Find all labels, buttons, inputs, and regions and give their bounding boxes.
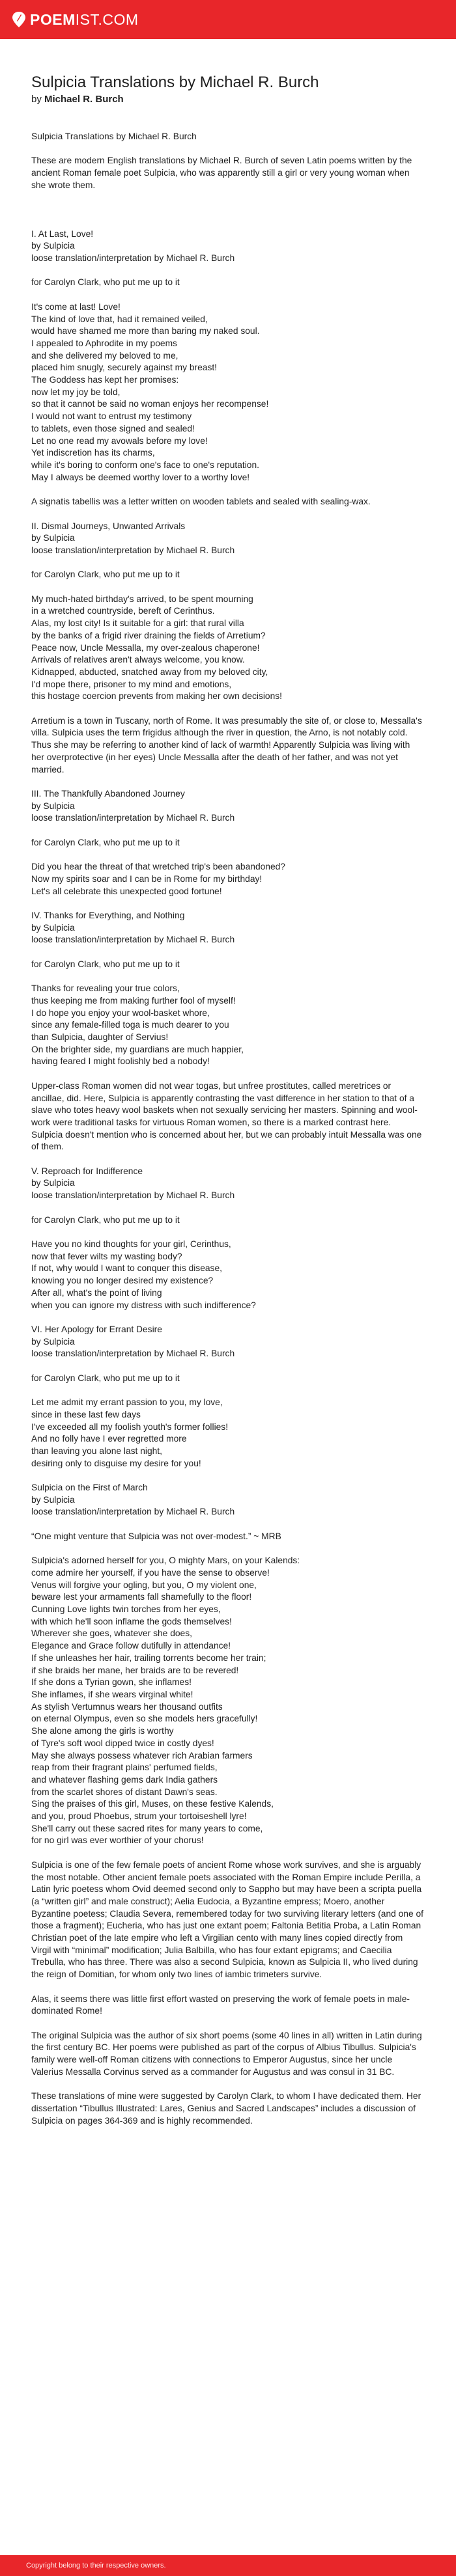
- byline: [31, 94, 425, 105]
- quill-pin-icon: [12, 11, 26, 28]
- page-title: Sulpicia Translations by Michael R. Burch: [31, 74, 319, 91]
- copyright-text: Copyright belong to their respective owners.: [26, 2562, 166, 2569]
- site-footer: [0, 2555, 456, 2576]
- poem-article: [31, 73, 425, 2127]
- byline-prefix: by: [31, 94, 45, 105]
- site-header: [0, 0, 456, 39]
- logo-text-bold: POEM: [30, 10, 76, 28]
- logo-text-light: IST.COM: [75, 10, 139, 28]
- author-link[interactable]: Michael R. Burch: [44, 94, 124, 105]
- poem-body: Sulpicia Translations by Michael R. Burch These are modern English translations by Michael R. Burch of seven Latin poems written by the ancient Roman female poet Sulpicia, who was apparently still a girl or very young woman when she wrote them. I. At Last, Love! by Sulpicia loose translation/interpretation by Michael R. Burch for Carolyn Clark, who put me up to it It's come at last! Love! The kind of love that, had it remained veiled, would have shamed me more than baring my naked soul. I appealed to Aphrodite in my poems and she delivered my beloved to me, placed him snugly, securely against my breast! The Goddess has kept her promises: now let my joy be told, so that it cannot be said no woman enjoys her recompense! I would not want to entrust my testimony to tablets, even those signed and sealed! Let no one read my avowals before my love! Yet indiscretion has its charms, while it's boring to conform one's face to one's reputation. May I always be deemed worthy lover to a worthy love! A signatis tabellis was a letter written on wooden tablets and sealed with sealing-wax. II. Dismal Journeys, Unwanted Arrivals by Sulpicia loose translation/interpretation by Michael R. Burch for Carolyn Clark, who put me up to it My much-hated birthday's arrived, to be spent mourning in a wretched countryside, bereft of Cerinthus. Alas, my lost city! Is it suitable for a girl: that rural villa by the banks of a frigid river draining the fields of Arretium? Peace now, Uncle Messalla, my over-zealous chaperone! Arrivals of relatives aren't always welcome, you know. Kidnapped, abducted, snatched away from my beloved city, I'd mope there, prisoner to my mind and emotions, this hostage coercion prevents from making her own decisions! Arretium is a town in Tuscany, north of Rome. It was presumably the site of, or close to, Messalla's villa. Sulpicia uses the term frigidus although the river in question, the Arno, is not notably cold. Thus she may be referring to another kind of lack of warmth! Apparently Sulpicia was living with her overprotective (in her eyes) Uncle Messalla after the death of her father, and was not yet married. III. The Thankfully Abandoned Journey by Sulpicia loose translation/interpretation by Michael R. Burch for Carolyn Clark, who put me up to it Did you hear the threat of that wretched trip's been abandoned? Now my spirits soar and I can be in Rome for my birthday! Let's all celebrate this unexpected good fortune! IV. Thanks for Everything, and Nothing by Sulpicia loose translation/interpretation by Michael R. Burch for Carolyn Clark, who put me up to it Thanks for revealing your true colors, thus keeping me from making further fool of myself! I do hope you enjoy your wool-basket whore, since any female-filled toga is much dearer to you than Sulpicia, daughter of Servius! On the brighter side, my guardians are much happier, having feared I might foolishly bed a nobody! Upper-class Roman women did not wear togas, but unfree prostitutes, called meretrices or ancillae, did. Here, Sulpicia is apparently contrasting the vast difference in her station to that of a slave who totes heavy wool baskets when not sexually servicing her masters. Spinning and wool-work were traditional tasks for virtuous Roman women, so there is a marked contrast here. Sulpicia doesn't mention who is concerned about her, but we can probably intuit Messalla was one of them. V. Reproach for Indifference by Sulpicia loose translation/interpretation by Michael R. Burch for Carolyn Clark, who put me up to it Have you no kind thoughts for your girl, Cerinthus, now that fever wilts my wasting body? If not, why would I want to conquer this disease, knowing you no longer desired my existence? After all, what's the point of living when you can ignore my distress with such indifference? VI. Her Apology for Errant Desire by Sulpicia loose translation/interpretation by Michael R. Burch for Carolyn Clark, who put me up to it Let me admit my errant passion to you, my love, since in these last few days I've exceeded all my foolish youth's former follies! And no folly have I ever regretted more than leaving you alone last night, desiring only to disguise my desire for you! Sulpicia on the First of March by Sulpicia loose translation/interpretation by Michael R. Burch “One might venture that Sulpicia was not over-modest.” ~ MRB Sulpicia's adorned herself for you, O mighty Mars, on your Kalends: come admire her yourself, if you have the sense to observe! Venus will forgive your ogling, but you, O my violent one, beware lest your armaments fall shamefully to the floor! Cunning Love lights twin torches from her eyes, with which he'll soon inflame the gods themselves! Wherever she goes, whatever she does, Elegance and Grace follow dutifully in attendance! If she unleashes her hair, trailing torrents become her train; if she braids her mane, her braids are to be revered! If she dons a Tyrian gown, she inflames! She inflames, if she wears virginal white! As stylish Vertumnus wears her thousand outfits on eternal Olympus, even so she models hers gracefully! She alone among the girls is worthy of Tyre's soft wool dipped twice in costly dyes! May she always possess whatever rich Arabian farmers reap from their fragrant plains' perfumed fields, and whatever flashing gems dark India gathers from the scarlet shores of distant Dawn's seas. Sing the praises of this girl, Muses, on these festive Kalends, and you, proud Phoebus, strum your tortoiseshell lyre! She'll carry out these sacred rites for many years to come, for no girl was ever worthier of your chorus! Sulpicia is one of the few female poets of ancient Rome whose work survives, and she is arguably the most notable. Other ancient female poets associated with the Roman Empire include Perilla, a Latin lyric poetess whom Ovid deemed second only to Sappho but may have been a scripta puella (a “written girl” and male construct); Aelia Eudocia, a Byzantine empress; Moero, another Byzantine poetess; Claudia Severa, remembered today for two surviving literary letters (and one of those a fragment); Eucheria, who has just one extant poem; Faltonia Betitia Proba, a Latin Roman Christian poet of the late empire who left a Virgilian cento with many lines copied directly from Virgil with “minimal” modification; Julia Balbilla, who has four extant epigrams; and Caecilia Trebulla, who has three. There was also a second Sulpicia, known as Sulpicia II, who lived during the reign of Domitian, for whom only two lines of iambic trimeters survive. Alas, it seems there was little first effort wasted on preserving the work of female poets in male-dominated Rome! The original Sulpicia was the author of six short poems (some 40 lines in all) written in Latin during the first century BC. Her poems were published as part of the corpus of Albius Tibullus. Sulpicia's family were well-off Roman citizens with connections to Emperor Augustus, since her uncle Valerius Messalla Corvinus served as a commander for Augustus and was consul in 31 BC. These translations of mine were suggested by Carolyn Clark, to whom I have dedicated them. Her dissertation “Tibullus Illustrated: Lares, Genius and Sacred Landscapes” includes a discussion of Sulpicia on pages 364-369 and is highly recommended.: [31, 131, 423, 2126]
- site-logo[interactable]: [12, 11, 139, 29]
